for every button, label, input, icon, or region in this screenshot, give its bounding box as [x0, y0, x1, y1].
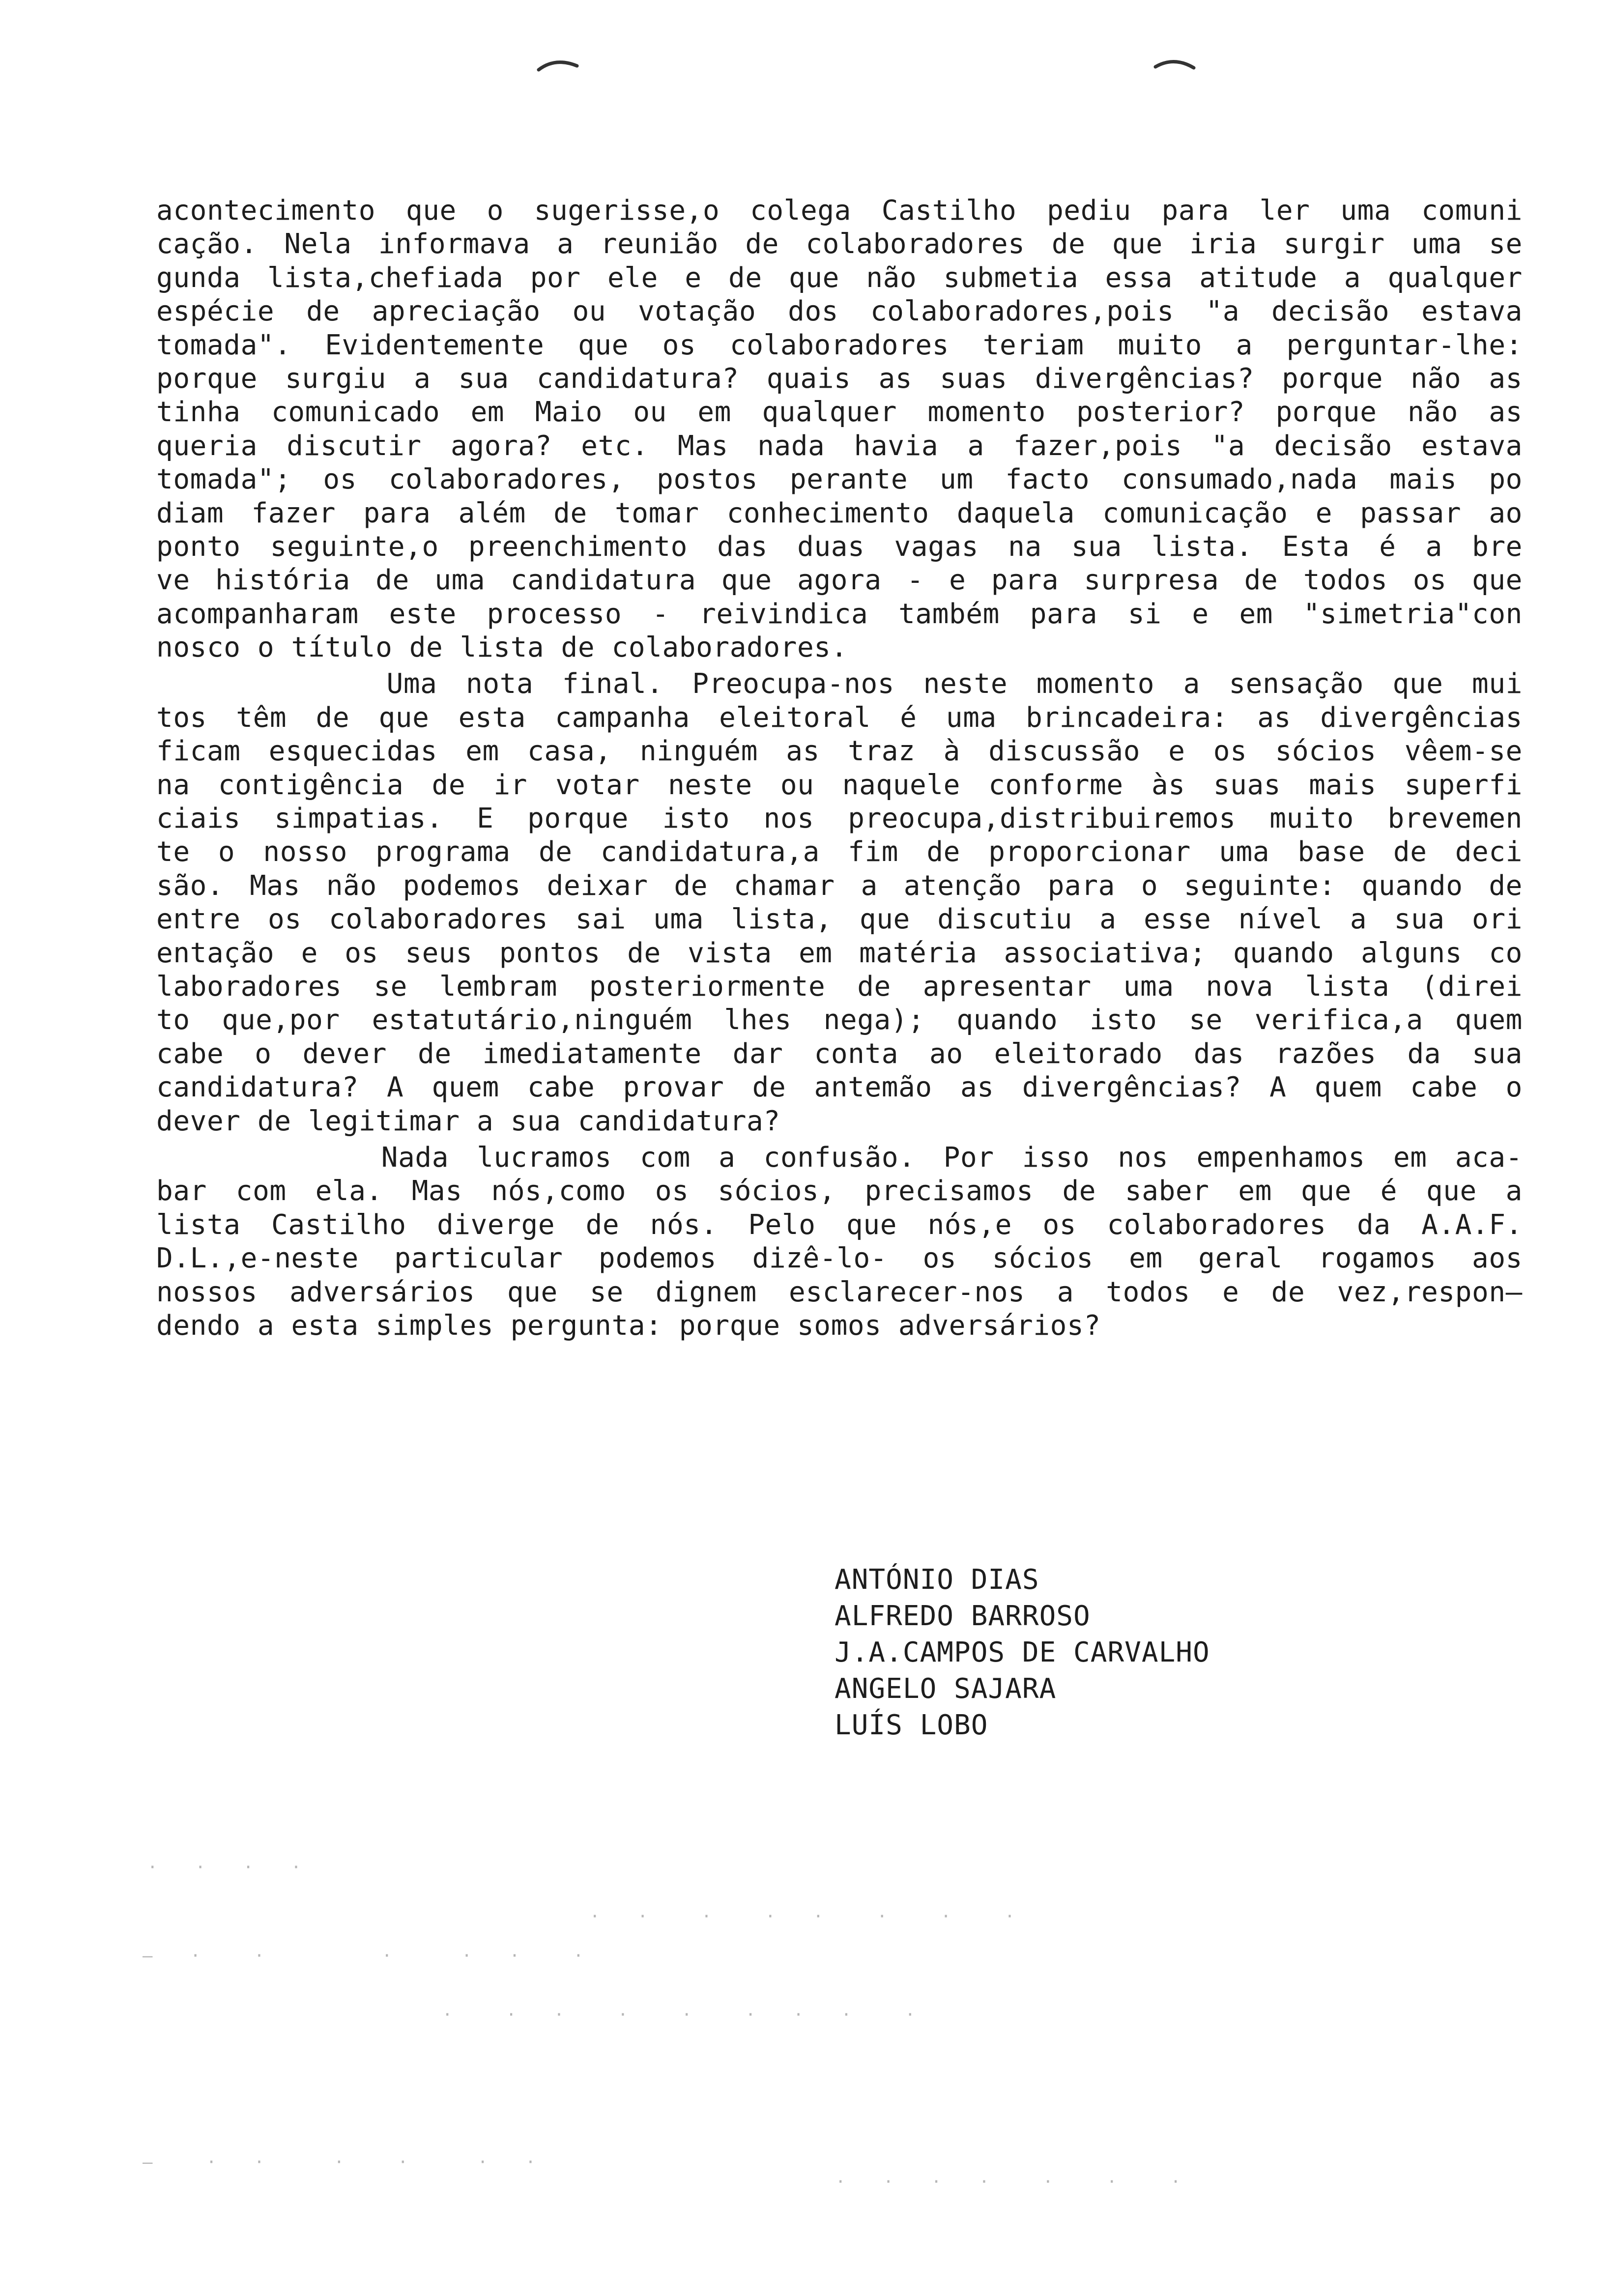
text-line: Nada lucramos com a confusão. Por isso nos empenhamos em aca- — [156, 1141, 1523, 1174]
text-line: gunda lista,chefiada por ele e de que não submetia essa atitude a qualquer — [156, 261, 1523, 294]
text-line: ponto seguinte,o preenchimento das duas vagas na sua lista. Esta é a bre — [156, 530, 1523, 563]
text-line: tomada". Evidentemente que os colaboradores teriam muito a perguntar-lhe: — [156, 329, 1523, 361]
signatory-name: ANGELO SAJARA — [835, 1673, 1057, 1705]
paragraph-final-note — [156, 667, 1523, 1138]
text-line: cabe o dever de imediatamente dar conta ao eleitorado das razões da sua — [156, 1037, 1523, 1070]
text-line: nosco o título de lista de colaboradores. — [156, 631, 848, 664]
scan-noise: · · · · · · · · — [590, 1907, 1021, 1926]
text-line: bar com ela. Mas nós,como os sócios, precisamos de saber em que é que a — [156, 1175, 1523, 1207]
letter-body — [156, 194, 1523, 1343]
text-line: diam fazer para além de tomar conhecimento daquela comunicação e passar ao — [156, 497, 1523, 529]
paragraph-closing-question — [156, 1141, 1523, 1343]
text-line: entre os colaboradores sai uma lista, que discutiu a esse nível a sua ori — [156, 903, 1523, 936]
text-line: porque surgiu a sua candidatura? quais as suas divergências? porque não as — [156, 362, 1523, 395]
signatories-list — [835, 1562, 1210, 1744]
text-line: laboradores se lembram posteriormente de apresentar uma nova lista (direi — [156, 970, 1523, 1003]
text-line: tos têm de que esta campanha eleitoral é uma brincadeira: as divergências — [156, 701, 1523, 734]
text-line: nossos adversários que se dignem esclarecer-nos a todos e de vez,respon— — [156, 1276, 1523, 1308]
signatory-name: ANTÓNIO DIAS — [835, 1564, 1039, 1596]
text-line: queria discutir agora? etc. Mas nada havia a fazer,pois "a decisão estava — [156, 430, 1523, 462]
text-line: candidatura? A quem cabe provar de antemão as divergências? A quem cabe o — [156, 1071, 1523, 1104]
punch-hole-mark-left — [536, 55, 580, 75]
text-line: espécie de apreciação ou votação dos colaboradores,pois "a decisão estava — [156, 295, 1523, 328]
text-line: acontecimento que o sugerisse,o colega Castilho pediu para ler uma comuni — [156, 195, 1523, 227]
text-line: lista Castilho diverge de nós. Pelo que nós,e os colaboradores da A.A.F. — [156, 1208, 1523, 1241]
text-line: to que,por estatutário,ninguém lhes nega); quando isto se verifica,a quem — [156, 1004, 1523, 1036]
text-line: tinha comunicado em Maio ou em qualquer momento posterior? porque não as — [156, 396, 1523, 429]
scan-noise: — · · · · · · — [143, 2152, 542, 2172]
text-line: são. Mas não podemos deixar de chamar a atenção para o seguinte: quando de — [156, 869, 1523, 902]
text-line: cação. Nela informava a reunião de colaboradores de que iria surgir uma se — [156, 228, 1523, 260]
text-line: na contigência de ir votar neste ou naquele conforme às suas mais superfi — [156, 769, 1523, 801]
text-line: D.L.,e-neste particular podemos dizê-lo- os sócios em geral rogamos aos — [156, 1242, 1523, 1275]
signatory-name: ALFREDO BARROSO — [835, 1600, 1091, 1632]
scan-noise: · · · · · · · — [835, 2172, 1187, 2192]
text-line: ve história de uma candidatura que agora - e para surpresa de todos os que — [156, 564, 1523, 597]
scan-noise: — · · · · · · — [143, 1946, 590, 1966]
text-line: tomada"; os colaboradores, postos perante um facto consumado,nada mais po — [156, 463, 1523, 496]
text-line: dever de legitimar a sua candidatura? — [156, 1105, 780, 1137]
text-line: ciais simpatias. E porque isto nos preocupa,distribuiremos muito brevemen — [156, 803, 1523, 835]
scan-noise: · · · · · · · · · — [442, 2005, 921, 2025]
text-line: acompanharam este processo - reivindica também para si e em "simetria"con — [156, 598, 1523, 630]
signatory-name: J.A.CAMPOS DE CARVALHO — [835, 1636, 1210, 1668]
text-line: te o nosso programa de candidatura,a fim de proporcionar uma base de deci — [156, 836, 1523, 868]
scan-noise: · · · · — [147, 1858, 307, 1877]
text-line: dendo a esta simples pergunta: porque somos adversários? — [156, 1309, 1101, 1342]
paragraph-candidatura-history — [156, 194, 1523, 664]
signatory-name: LUÍS LOBO — [835, 1709, 988, 1741]
punch-hole-mark-right — [1152, 55, 1197, 75]
text-line: Uma nota final. Preocupa-nos neste momento a sensação que mui — [156, 668, 1523, 700]
text-line: entação e os seus pontos de vista em matéria associativa; quando alguns co — [156, 937, 1523, 969]
text-line: ficam esquecidas em casa, ninguém as traz à discussão e os sócios vêem-se — [156, 735, 1523, 768]
